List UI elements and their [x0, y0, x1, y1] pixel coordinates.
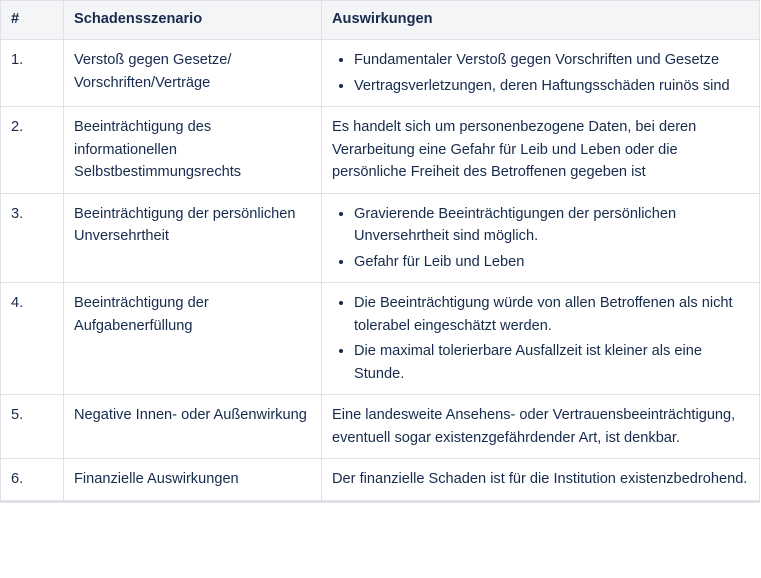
table-row	[1, 395, 760, 459]
effects-list-item: • Gravierende Beeinträchtigungen der persönlichen Unversehrtheit sind möglich.	[354, 203, 749, 248]
row-scenario: Beeinträchtigung des informationellen Selbstbestimmungsrechts	[64, 107, 322, 194]
header-number: #	[1, 1, 64, 40]
row-effects: Der finanzielle Schaden ist für die Institution existenzbedrohend.	[322, 459, 760, 502]
row-number: 1.	[1, 40, 64, 107]
row-effects	[322, 283, 760, 395]
row-scenario: Verstoß gegen Gesetze/ Vorschriften/Verträge	[64, 40, 322, 107]
row-effects: Es handelt sich um personenbezogene Daten, bei deren Verarbeitung eine Gefahr für Leib und Leben oder die persönliche Freiheit des Betroffenen gegeben ist	[322, 107, 760, 194]
effects-list-item: • Fundamentaler Verstoß gegen Vorschriften und Gesetze	[354, 49, 749, 72]
row-effects: Eine landesweite Ansehens- oder Vertrauensbeeinträchtigung, eventuell sogar existenzgefährdender Art, ist denkbar.	[322, 395, 760, 459]
row-number: 6.	[1, 459, 64, 502]
table-header-row	[1, 1, 760, 40]
effects-list-item: • Vertragsverletzungen, deren Haftungsschäden ruinös sind	[354, 75, 749, 98]
table-row	[1, 40, 760, 107]
row-scenario: Beeinträchtigung der persönlichen Unversehrtheit	[64, 193, 322, 283]
row-effects	[322, 193, 760, 283]
table-row	[1, 193, 760, 283]
row-number: 5.	[1, 395, 64, 459]
row-number: 3.	[1, 193, 64, 283]
table-row	[1, 283, 760, 395]
row-scenario: Negative Innen- oder Außenwirkung	[64, 395, 322, 459]
effects-list	[332, 292, 749, 385]
row-scenario: Beeinträchtigung der Aufgabenerfüllung	[64, 283, 322, 395]
header-effects: Auswirkungen	[322, 1, 760, 40]
row-scenario: Finanzielle Auswirkungen	[64, 459, 322, 502]
table-row	[1, 107, 760, 194]
table-row	[1, 459, 760, 502]
header-scenario: Schadensszenario	[64, 1, 322, 40]
effects-list	[332, 49, 749, 97]
row-number: 2.	[1, 107, 64, 194]
row-effects	[322, 40, 760, 107]
effects-list	[332, 203, 749, 274]
effects-list-item: • Die maximal tolerierbare Ausfallzeit ist kleiner als eine Stunde.	[354, 340, 749, 385]
effects-list-item: • Gefahr für Leib und Leben	[354, 251, 749, 274]
row-number: 4.	[1, 283, 64, 395]
effects-list-item: • Die Beeinträchtigung würde von allen Betroffenen als nicht tolerabel eingeschätzt werden.	[354, 292, 749, 337]
